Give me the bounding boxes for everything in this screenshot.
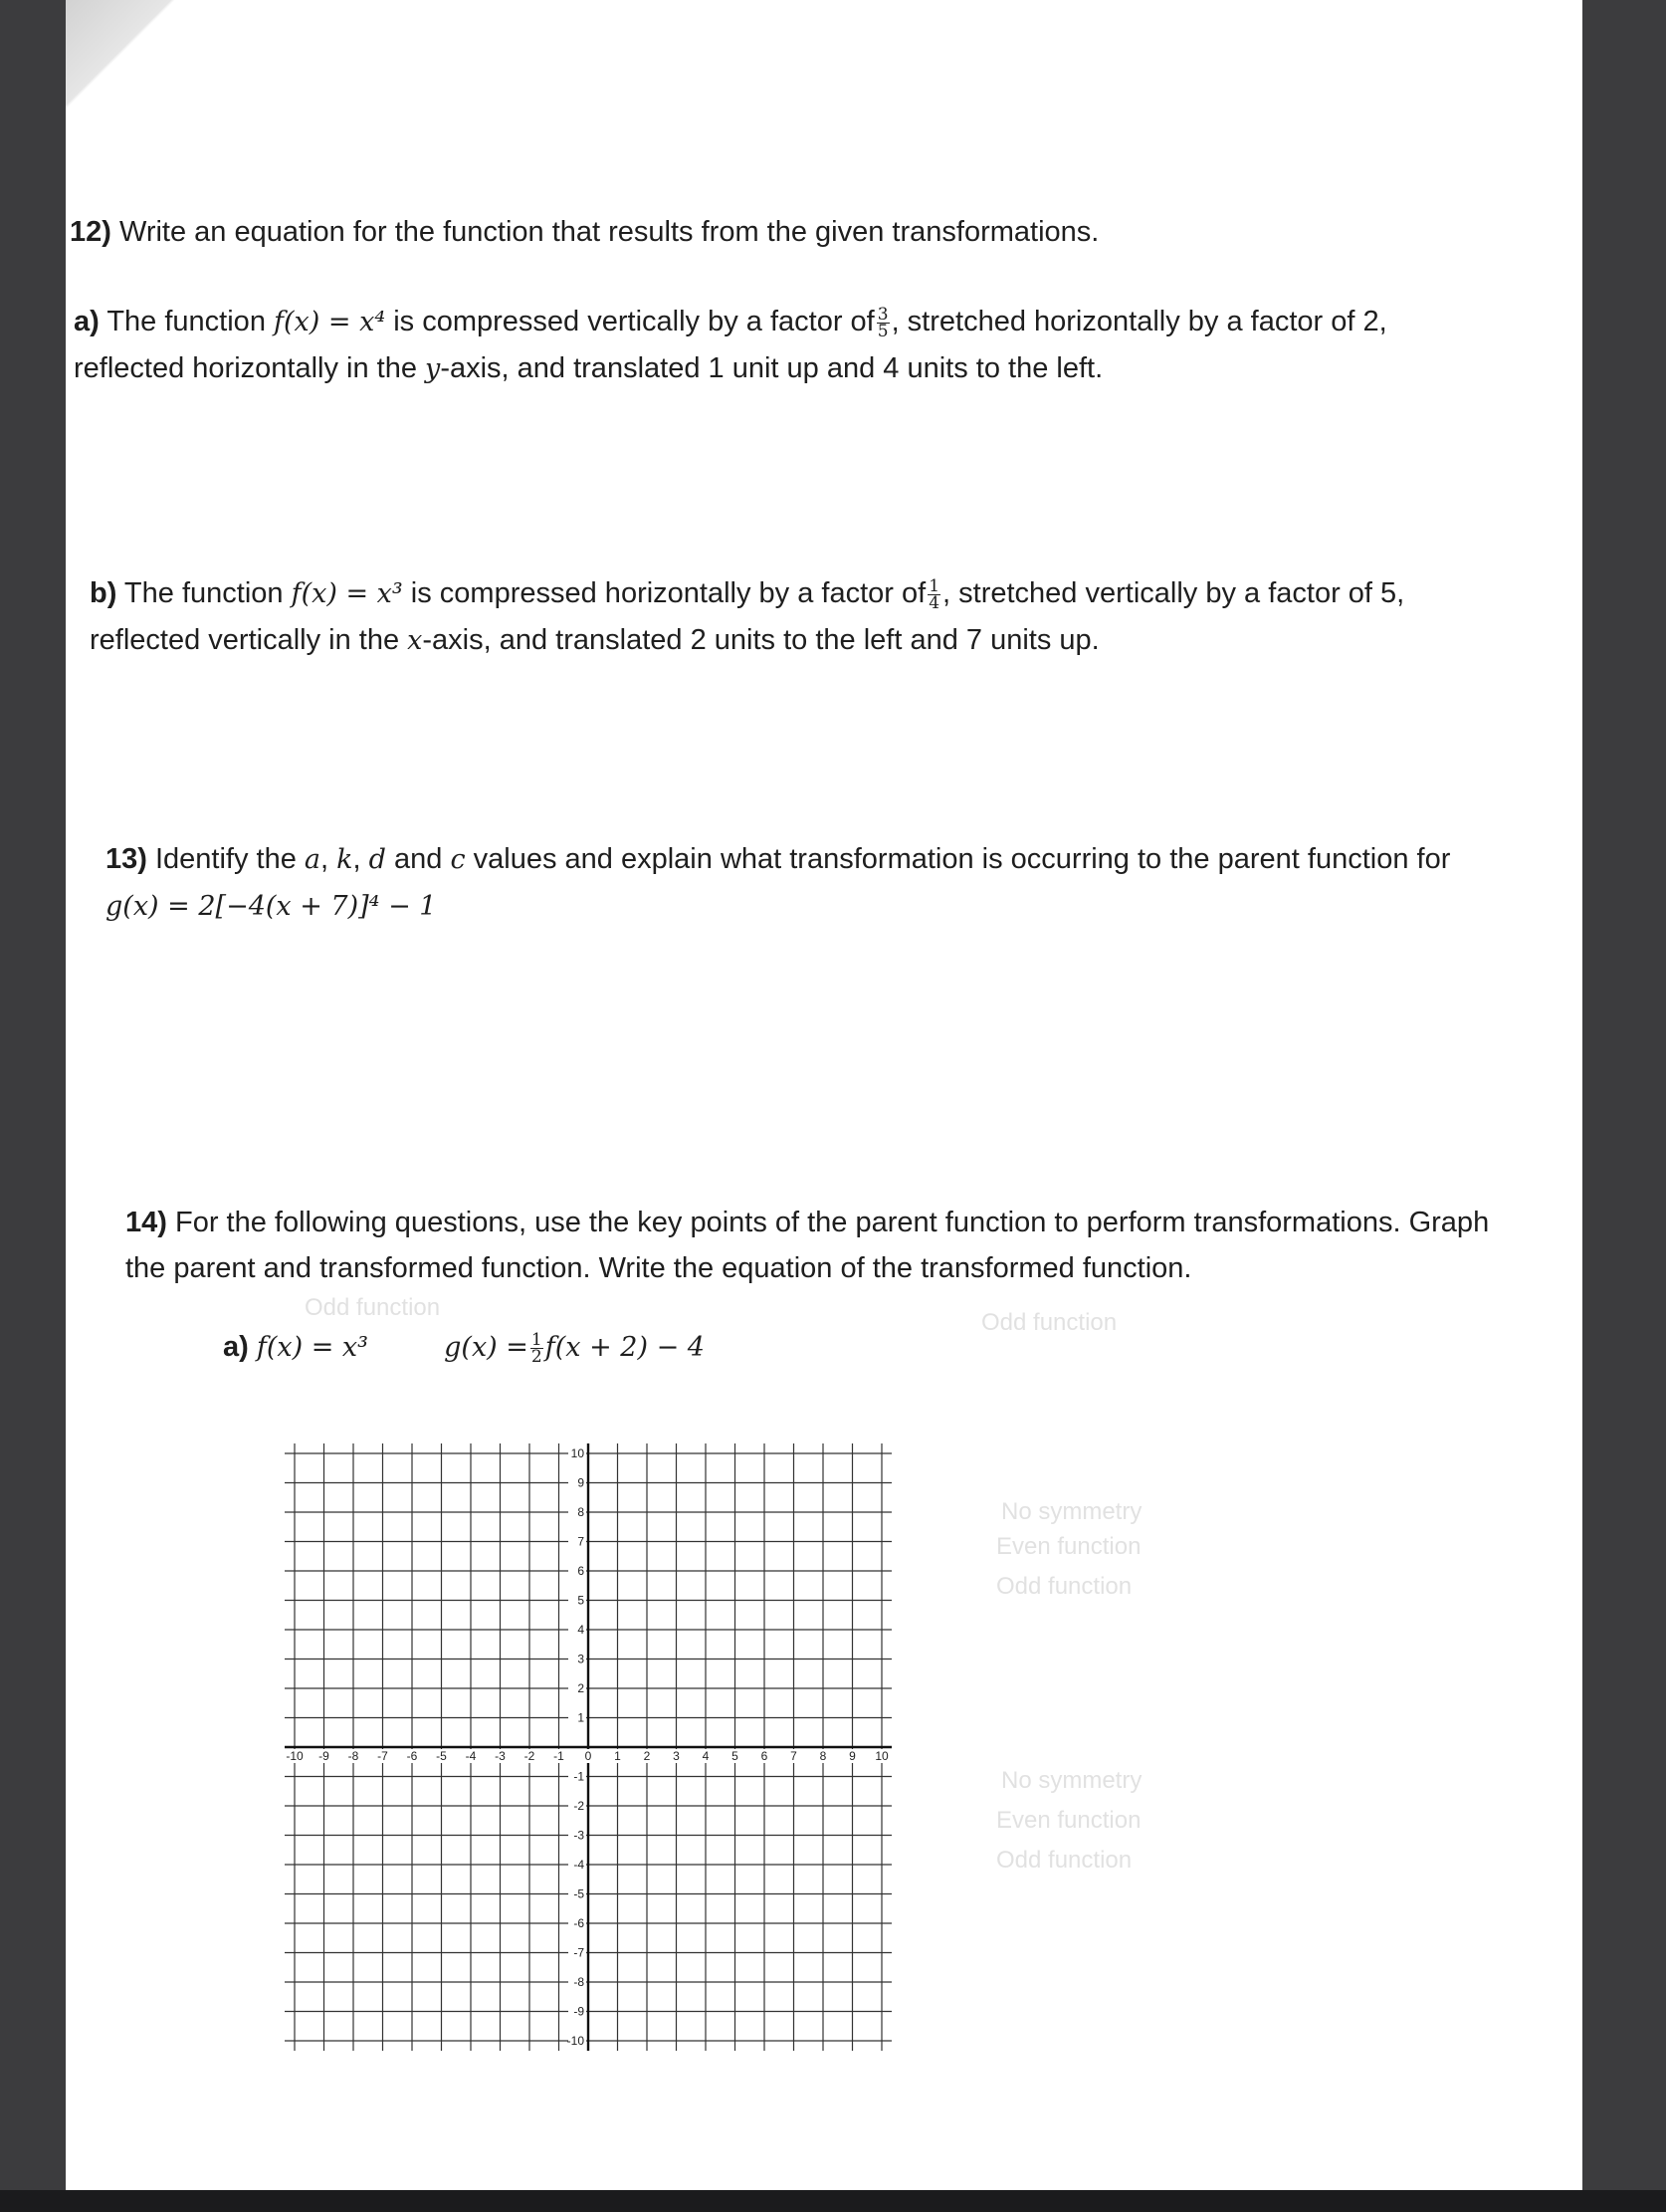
bleed-through-text: No symmetry	[1001, 1767, 1143, 1794]
question-text: Write an equation for the function that results from the given transformations.	[118, 216, 1100, 248]
x-tick-label: 3	[673, 1749, 680, 1763]
y-tick-label: 4	[577, 1623, 584, 1637]
fraction: $\frac{1}{4}$	[929, 575, 940, 613]
x-tick-label: -9	[318, 1749, 329, 1763]
y-tick-label: -7	[573, 1945, 584, 1960]
x-axis-tick-labels	[286, 1749, 891, 1763]
variable: a	[304, 844, 321, 875]
part-label: b)	[90, 577, 117, 609]
x-tick-label: -8	[347, 1749, 359, 1763]
part-text: reflected vertically in the	[90, 624, 400, 656]
question-text: For the following questions, use the key points of the parent function to perform transformations. Graph	[174, 1207, 1490, 1238]
y-tick-label: 2	[577, 1681, 584, 1695]
y-tick-label: -1	[573, 1769, 584, 1784]
question-text: values and explain what transformation is occurring to the parent function for	[473, 843, 1451, 875]
part-text: The function	[106, 306, 266, 337]
x-tick-label: 10	[875, 1749, 889, 1763]
part-text: is compressed vertically by a factor of	[393, 306, 875, 337]
part-text: , stretched vertically by a factor of 5,	[942, 577, 1405, 609]
y-tick-label: -6	[573, 1916, 584, 1930]
x-tick-label: -2	[523, 1749, 535, 1763]
x-tick-label: 2	[643, 1749, 651, 1763]
separator: ,	[320, 843, 329, 875]
variable: d	[368, 844, 386, 875]
y-tick-label: 6	[577, 1564, 584, 1578]
question-number: 14)	[125, 1207, 167, 1238]
variable: c	[450, 844, 466, 875]
bleed-through-text: No symmetry	[1001, 1498, 1143, 1525]
background-edge	[0, 2190, 1666, 2212]
page-curl	[66, 0, 175, 110]
y-tick-label: 3	[577, 1652, 584, 1666]
x-tick-label: -10	[286, 1749, 304, 1763]
worksheet-page	[66, 0, 1582, 2190]
part-text: -axis, and translated 1 unit up and 4 units to the left.	[440, 352, 1104, 384]
transformed-function-right: f(x + 2) − 4	[544, 1332, 705, 1363]
transformed-function-left: g(x) =	[444, 1332, 528, 1363]
x-tick-label: -6	[406, 1749, 418, 1763]
question-number: 13)	[105, 843, 147, 875]
question-text: the parent and transformed function. Write the equation of the transformed function.	[125, 1252, 1192, 1284]
part-text: is compressed horizontally by a factor of	[410, 577, 927, 609]
bleed-through-text: Odd function	[996, 1573, 1133, 1600]
x-tick-label: -4	[465, 1749, 477, 1763]
question-14	[125, 1200, 1489, 1291]
parent-function: f(x) = x³	[256, 1332, 368, 1363]
y-tick-label: -8	[573, 1975, 584, 1989]
bleed-through-text: Even function	[996, 1807, 1142, 1834]
part-text: -axis, and translated 2 units to the left and 7 units up.	[422, 624, 1100, 656]
x-tick-label: -1	[553, 1749, 564, 1763]
y-tick-label: 10	[570, 1446, 584, 1460]
question-14a	[223, 1324, 705, 1371]
question-12-prompt	[70, 209, 1099, 255]
x-tick-label: 6	[760, 1749, 768, 1763]
y-tick-label: -3	[573, 1828, 584, 1843]
y-tick-label: -9	[573, 2004, 584, 2019]
bleed-through-text: Odd function	[996, 1847, 1133, 1874]
x-tick-label: 8	[819, 1749, 827, 1763]
y-tick-label: 9	[577, 1475, 584, 1490]
fraction: $\frac{1}{2}$	[530, 1329, 542, 1367]
x-tick-label: 5	[731, 1749, 738, 1763]
variable: k	[336, 844, 353, 875]
variable: x	[407, 625, 423, 656]
question-text: and	[394, 843, 443, 875]
x-tick-label: -7	[377, 1749, 388, 1763]
x-tick-label: 7	[790, 1749, 797, 1763]
y-tick-label: -4	[573, 1858, 584, 1872]
y-tick-label: -2	[573, 1799, 584, 1813]
background-edge	[1582, 0, 1666, 2212]
bleed-through-text: Odd function	[305, 1294, 441, 1321]
part-text: , stretched horizontally by a factor of 2,	[891, 306, 1387, 337]
bleed-through-text: Odd function	[981, 1309, 1118, 1336]
part-text: The function	[123, 577, 284, 609]
equation: g(x) = 2[−4(x + 7)]⁴ − 1	[105, 891, 437, 922]
question-12b	[90, 570, 1404, 664]
x-tick-label: -5	[436, 1749, 447, 1763]
coordinate-grid[interactable]	[275, 1438, 981, 2061]
x-tick-label: 9	[849, 1749, 856, 1763]
question-text: Identify the	[154, 843, 297, 875]
x-tick-label: 4	[702, 1749, 710, 1763]
variable: y	[425, 353, 441, 384]
function-expression: f(x) = x³	[291, 578, 403, 609]
question-12a	[74, 299, 1387, 392]
y-tick-label: 8	[577, 1505, 584, 1519]
part-label: a)	[74, 306, 100, 337]
separator: ,	[352, 843, 361, 875]
question-number: 12)	[70, 216, 111, 248]
y-tick-label: -10	[566, 2034, 584, 2048]
x-tick-label: 1	[614, 1749, 621, 1763]
part-text: reflected horizontally in the	[74, 352, 417, 384]
y-tick-label: 7	[577, 1534, 584, 1549]
x-tick-label: 0	[584, 1749, 592, 1763]
y-tick-label: 5	[577, 1593, 584, 1608]
part-label: a)	[223, 1331, 249, 1363]
question-13	[105, 836, 1450, 930]
fraction: $\frac{3}{5}$	[877, 304, 889, 341]
bleed-through-text: Even function	[996, 1533, 1142, 1560]
y-tick-label: -5	[573, 1886, 584, 1901]
axes	[285, 1443, 892, 2051]
function-expression: f(x) = x⁴	[274, 307, 386, 337]
y-tick-label: 1	[577, 1710, 584, 1725]
x-tick-label: -3	[495, 1749, 506, 1763]
